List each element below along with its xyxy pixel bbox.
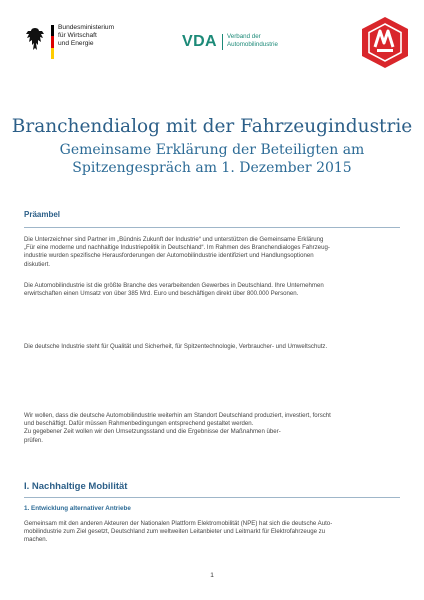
document-subtitle bbox=[0, 141, 424, 177]
document-title: Branchendialog mit der Fahrzeugindustrie bbox=[11, 116, 413, 137]
section-divider bbox=[24, 227, 400, 228]
text-line: „Für eine moderne und nachhaltige Industriepolitik in Deutschland“. Im Rahmen des Branchendialoges Fahrzeug- bbox=[24, 244, 330, 252]
text-line: industrie wurden spezifische Herausforderungen der Automobilindustrie identifiziert und Handlungsoptionen bbox=[24, 252, 314, 260]
vda-divider bbox=[222, 34, 223, 50]
section-divider bbox=[24, 497, 400, 498]
ig-metall-logo-icon bbox=[362, 17, 408, 68]
text-line: machen. bbox=[24, 536, 48, 544]
vda-wordmark: VDA bbox=[182, 33, 217, 50]
ministry-logo bbox=[24, 24, 154, 64]
text-line: Die Unterzeichner sind Partner im „Bündnis Zukunft der Industrie“ und unterstützen die Gemeinsame Erklärung bbox=[24, 236, 324, 243]
preamble-paragraph-3 bbox=[24, 343, 404, 351]
text-line: Die deutsche Industrie steht für Qualität und Sicherheit, für Spitzentechnologie, Verbraucher- und Umweltschutz. bbox=[24, 343, 328, 350]
section-paragraph bbox=[24, 520, 404, 545]
text-line: und beschäftigt. Dafür müssen Rahmenbedingungen entsprechend gestaltet werden. bbox=[24, 420, 254, 428]
text-line: Zu gegebener Zeit wollen wir den Umsetzungsstand und die Ergebnisse der Maßnahmen über- bbox=[24, 428, 281, 436]
preamble-paragraph-2 bbox=[24, 282, 404, 298]
ministry-line-3: und Energie bbox=[58, 40, 94, 47]
subsection-heading: 1. Entwicklung alternativer Antriebe bbox=[24, 505, 131, 512]
text-line: prüfen. bbox=[24, 436, 43, 444]
vda-line-2: Automobilindustrie bbox=[227, 40, 278, 48]
ministry-name bbox=[58, 24, 148, 48]
german-flag-stripe bbox=[51, 25, 54, 59]
preamble-heading: Präambel bbox=[24, 210, 61, 219]
text-line: Wir wollen, dass die deutsche Automobilindustrie weiterhin am Standort Deutschland produziert, investiert, forscht bbox=[24, 412, 331, 419]
vda-line-1: Verband der bbox=[227, 33, 261, 40]
vda-name bbox=[227, 33, 287, 48]
text-line: Gemeinsam mit den anderen Akteuren der Nationalen Plattform Elektromobilität (NPE) hat sich die deutsche Auto- bbox=[24, 520, 333, 527]
text-line: erwirtschaften einen Umsatz von über 385 Mrd. Euro und beschäftigen direkt über 800.000 Personen. bbox=[24, 290, 299, 298]
page-number: 1 bbox=[210, 572, 214, 579]
preamble-paragraph-4 bbox=[24, 412, 404, 445]
text-line: diskutiert. bbox=[24, 260, 51, 268]
subtitle-line-2: Spitzengespräch am 1. Dezember 2015 bbox=[72, 160, 352, 176]
vda-logo bbox=[182, 31, 332, 57]
text-line: mobilindustrie zum Ziel gesetzt, Deutschland zum weltweiten Leitanbieter und Leitmarkt für Elektrofahrzeuge zu bbox=[24, 528, 326, 536]
text-line: Die Automobilindustrie ist die größte Branche des verarbeitenden Gewerbes in Deutschland. Ihre Unternehmen bbox=[24, 282, 324, 289]
chapter-heading: I. Nachhaltige Mobilität bbox=[24, 481, 128, 492]
preamble-paragraph-1 bbox=[24, 236, 404, 269]
ministry-line-1: Bundesministerium bbox=[58, 24, 115, 31]
ministry-line-2: für Wirtschaft bbox=[58, 32, 97, 39]
federal-eagle-icon bbox=[24, 26, 46, 54]
subtitle-line-1: Gemeinsame Erklärung der Beteiligten am bbox=[59, 142, 365, 158]
